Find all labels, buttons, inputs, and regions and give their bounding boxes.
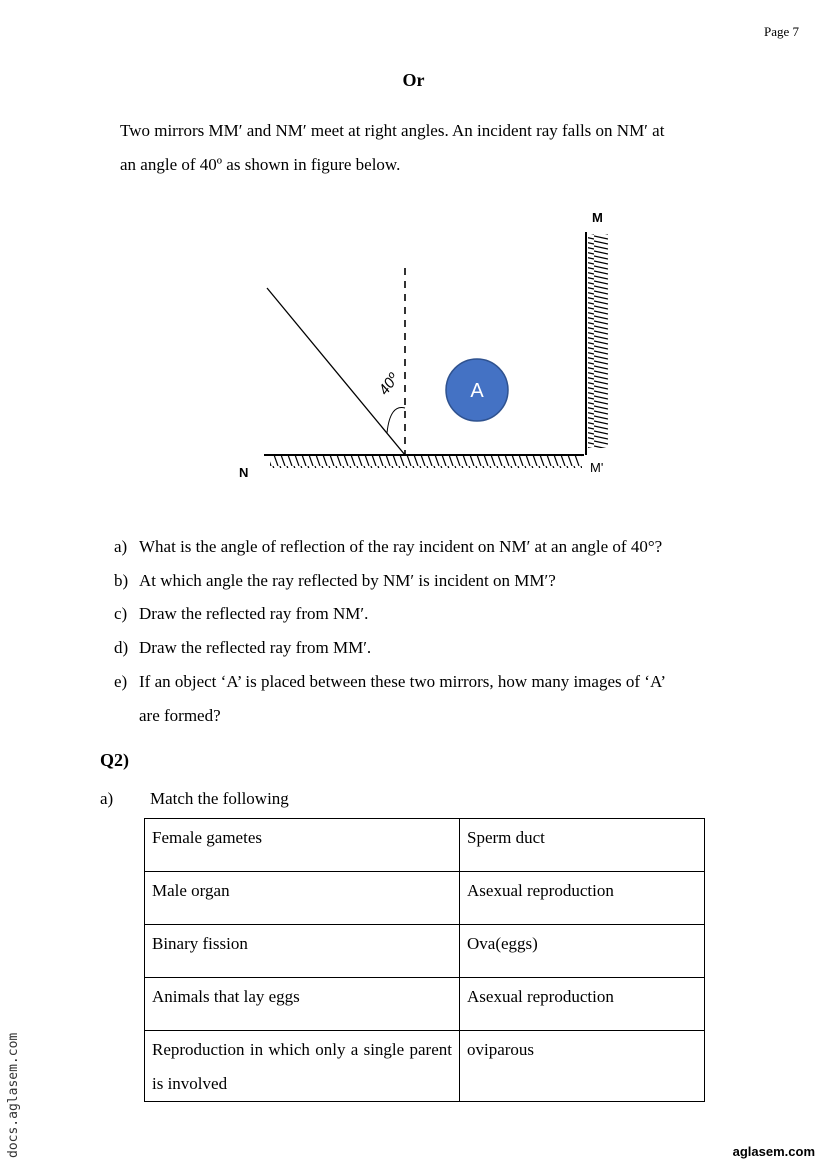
question-a-text: What is the angle of reflection of the ray incident on NM′ at an angle of 40°? — [139, 537, 663, 556]
question-b-letter: b) — [114, 571, 129, 590]
table-row — [145, 978, 705, 1031]
table-cell: Asexual reproduction — [460, 978, 705, 1031]
table-cell: Binary fission — [145, 925, 460, 978]
table-row — [145, 872, 705, 925]
page-number: Page 7 — [763, 24, 799, 39]
table-cell: Animals that lay eggs — [145, 978, 460, 1031]
table-cell: oviparous — [460, 1031, 705, 1102]
table-row — [145, 819, 705, 872]
angle-label: 40º — [375, 370, 403, 399]
table-cell: Sperm duct — [460, 819, 705, 872]
question-e-text: If an object ‘A’ is placed between these two mirrors, how many images of ‘A’ — [139, 672, 666, 691]
object-a — [446, 359, 508, 421]
mirror-figure — [230, 200, 640, 490]
angle-arc — [387, 408, 405, 433]
question-intro-line-2: an angle of 40º as shown in figure below. — [120, 155, 401, 174]
label-m-prime: M' — [590, 460, 604, 475]
question-a-letter: a) — [114, 537, 128, 556]
q2-heading: Q2) — [100, 750, 129, 770]
question-e-continuation: are formed? — [139, 706, 221, 725]
part-a-text: Match the following — [150, 789, 289, 808]
site-logo[interactable]: aglasem.com — [732, 1144, 815, 1159]
question-d-letter: d) — [114, 638, 129, 657]
table-cell: Male organ — [145, 872, 460, 925]
table-cell: Ova(eggs) — [460, 925, 705, 978]
question-c-text: Draw the reflected ray from NM′. — [139, 604, 369, 623]
watermark: docs.aglasem.com — [6, 1032, 21, 1158]
question-intro-line-1: Two mirrors MM′ and NM′ meet at right angles. An incident ray falls on NM′ at — [120, 121, 665, 140]
match-table — [144, 818, 705, 1102]
question-d-text: Draw the reflected ray from MM′. — [139, 638, 372, 657]
mirror-nm-prime — [264, 455, 584, 468]
part-a-letter: a) — [100, 789, 114, 808]
question-b — [114, 571, 556, 591]
object-label: A — [470, 380, 484, 402]
table-row — [145, 1031, 705, 1102]
question-d — [114, 638, 371, 658]
mirror-mm-prime — [586, 232, 608, 455]
table-row — [145, 925, 705, 978]
question-c — [114, 604, 368, 624]
label-m: M — [592, 210, 603, 225]
question-a — [114, 537, 662, 557]
question-e — [114, 672, 666, 692]
question-e-letter: e) — [114, 672, 128, 691]
table-cell: Reproduction in which only a single parent is involved — [145, 1031, 460, 1102]
question-c-letter: c) — [114, 604, 128, 623]
table-cell: Asexual reproduction — [460, 872, 705, 925]
table-cell: Female gametes — [145, 819, 460, 872]
or-heading: Or — [402, 70, 425, 90]
incident-ray — [267, 288, 405, 455]
label-n: N — [239, 465, 249, 480]
question-b-text: At which angle the ray reflected by NM′ is incident on MM′? — [139, 571, 556, 590]
